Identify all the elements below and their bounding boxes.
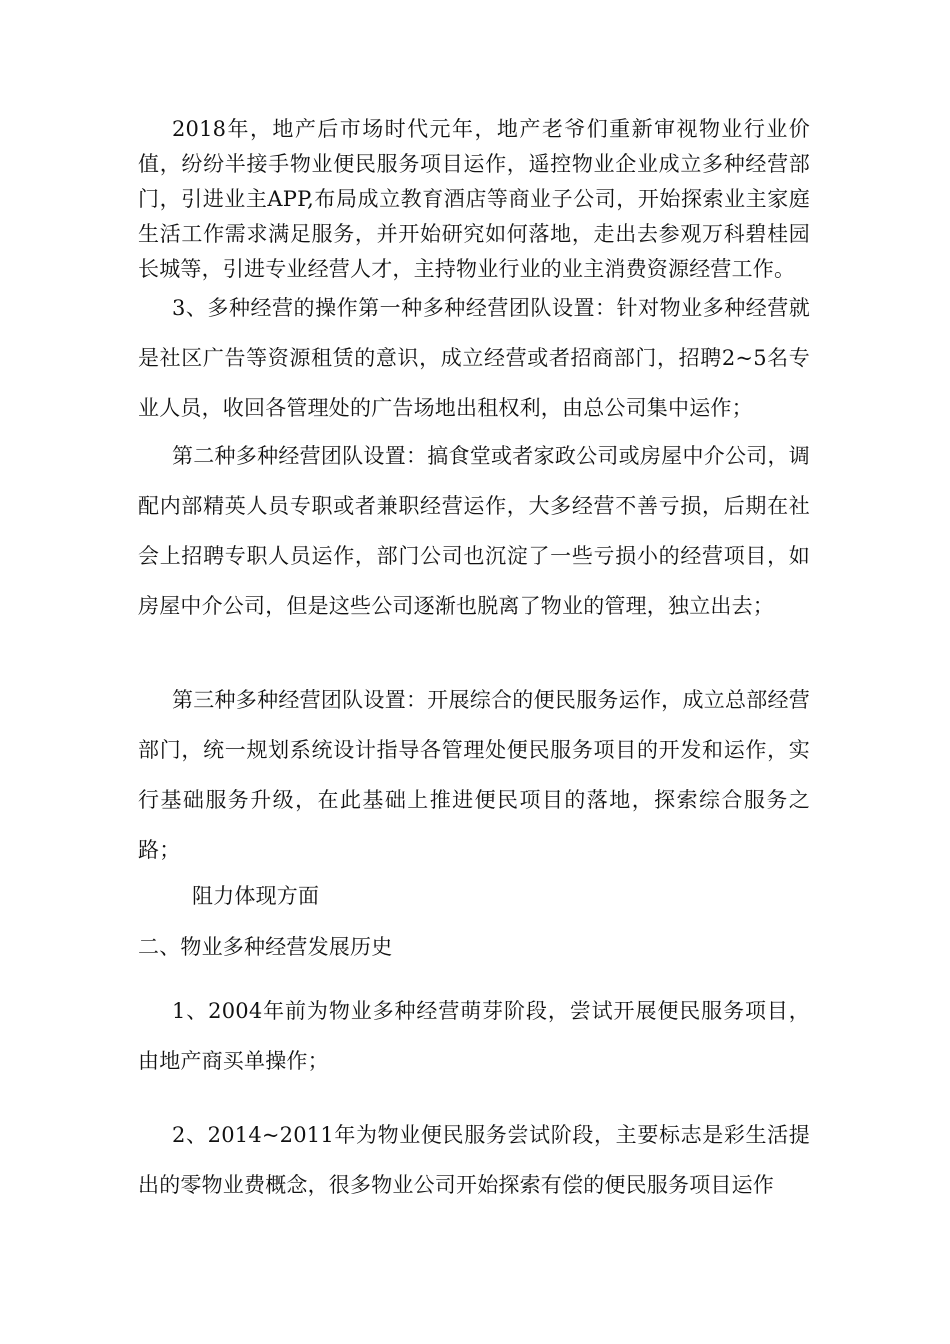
paragraph-third-team: 第三种多种经营团队设置：开展综合的便民服务运作，成立总部经营部门，统一规划系统设计指导各管理处便民服务项目的开发和运作，实行基础服务升级，在此基础上推进便民项目的落地，探索综合服务之路； [138, 688, 810, 862]
heading-resistance: 阻力体现方面 [192, 884, 320, 908]
heading-section-two-history: 二、物业多种经营发展历史 [138, 935, 393, 959]
paragraph-history-2004: 1、2004年前为物业多种经营萌芽阶段，尝试开展便民服务项目，由地产商买单操作； [138, 999, 810, 1073]
paragraph-real-estate-2018: 2018年，地产后市场时代元年，地产老爷们重新审视物业行业价值，纷纷半接手物业便民服务项目运作，遥控物业企业成立多种经营部门，引进业主APP,布局成立教育酒店等商业子公司，开始探索业主家庭生活工作需求满足服务，并开始研究如何落地，走出去参观万科碧桂园长城等，引进专业经营人才，主持物业行业的业主消费资源经营工作。 [138, 117, 810, 281]
paragraph-second-team: 第二种多种经营团队设置：搞食堂或者家政公司或房屋中介公司，调配内部精英人员专职或者兼职经营运作，大多经营不善亏损，后期在社会上招聘专职人员运作，部门公司也沉淀了一些亏损小的经营项目，如房屋中介公司，但是这些公司逐渐也脱离了物业的管理，独立出去； [138, 444, 810, 618]
paragraph-operation-first-team: 3、多种经营的操作第一种多种经营团队设置：针对物业多种经营就是社区广告等资源租赁的意识，成立经营或者招商部门，招聘2~5名专业人员，收回各管理处的广告场地出租权利，由总公司集中运作； [138, 296, 810, 420]
paragraph-history-2014: 2、2014~2011年为物业便民服务尝试阶段，主要标志是彩生活提出的零物业费概念，很多物业公司开始探索有偿的便民服务项目运作 [138, 1123, 810, 1197]
